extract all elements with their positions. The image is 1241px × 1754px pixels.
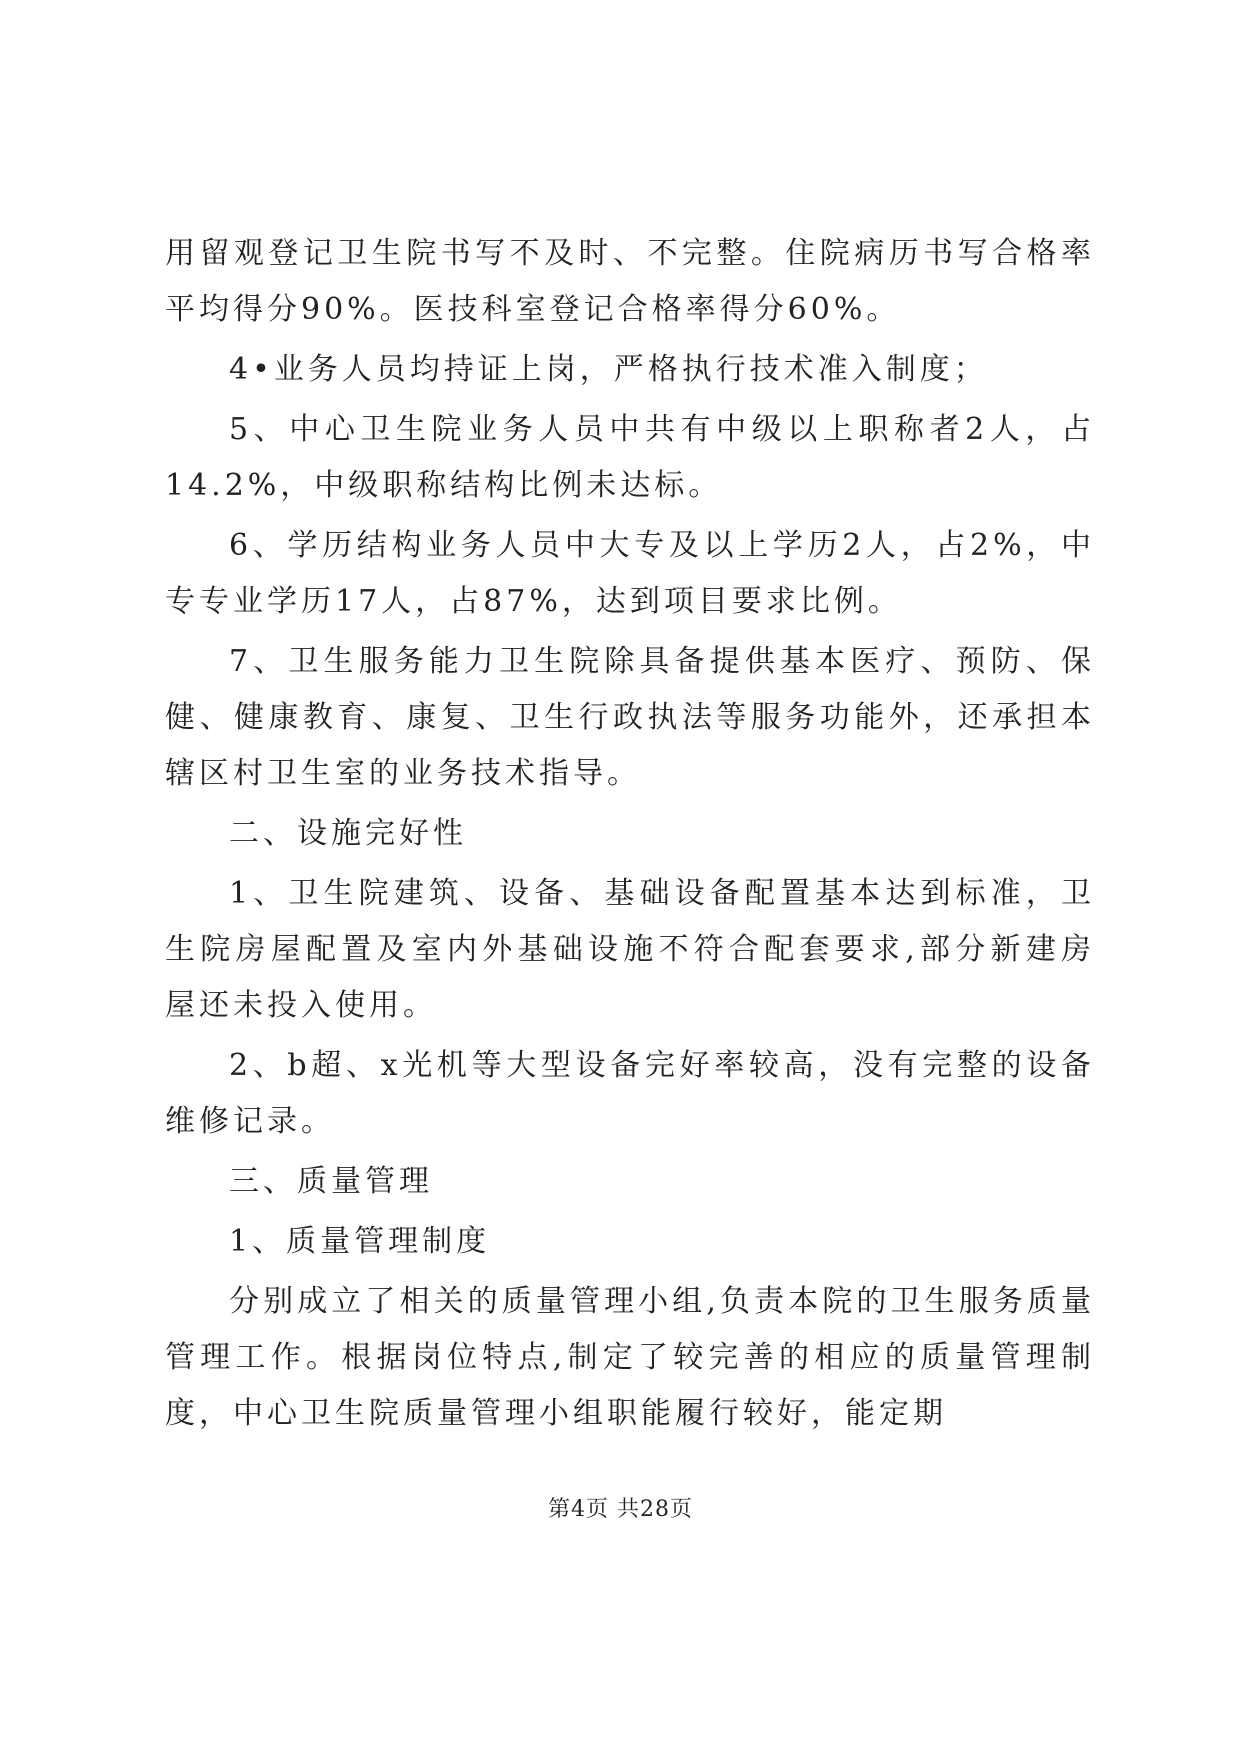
document-body	[165, 226, 1095, 1446]
paragraph-item-5: 5、中心卫生院业务人员中共有中级以上职称者2人，占14.2%，中级职称结构比例未达标。	[165, 412, 1095, 503]
paragraph-item-4: 4•业务人员均持证上岗，严格执行技术准入制度；	[229, 352, 988, 387]
paragraph-continuation: 用留观登记卫生院书写不及时、不完整。住院病历书写合格率平均得分90%。医技科室登记合格率得分60%。	[165, 236, 1095, 327]
subheading-quality-system: 1、质量管理制度	[229, 1224, 491, 1259]
paragraph-facilities-1: 1、卫生院建筑、设备、基础设备配置基本达到标准，卫生院房屋配置及室内外基础设施不符合配套要求,部分新建房屋还未投入使用。	[165, 876, 1095, 1023]
page-footer: 第4页 共28页	[548, 1497, 693, 1522]
section-heading-quality: 三、质量管理	[229, 1164, 433, 1199]
paragraph-item-6: 6、学历结构业务人员中大专及以上学历2人，占2%，中专专业学历17人，占87%，达到项目要求比例。	[165, 528, 1095, 619]
paragraph-facilities-2: 2、b超、x光机等大型设备完好率较高，没有完整的设备维修记录。	[165, 1048, 1095, 1139]
paragraph-item-7: 7、卫生服务能力卫生院除具备提供基本医疗、预防、保健、健康教育、康复、卫生行政执法等服务功能外，还承担本辖区村卫生室的业务技术指导。	[165, 644, 1095, 791]
paragraph-quality-body: 分别成立了相关的质量管理小组,负责本院的卫生服务质量管理工作。根据岗位特点,制定了较完善的相应的质量管理制度，中心卫生院质量管理小组职能履行较好，能定期	[165, 1284, 1095, 1431]
section-heading-facilities: 二、设施完好性	[229, 816, 467, 851]
